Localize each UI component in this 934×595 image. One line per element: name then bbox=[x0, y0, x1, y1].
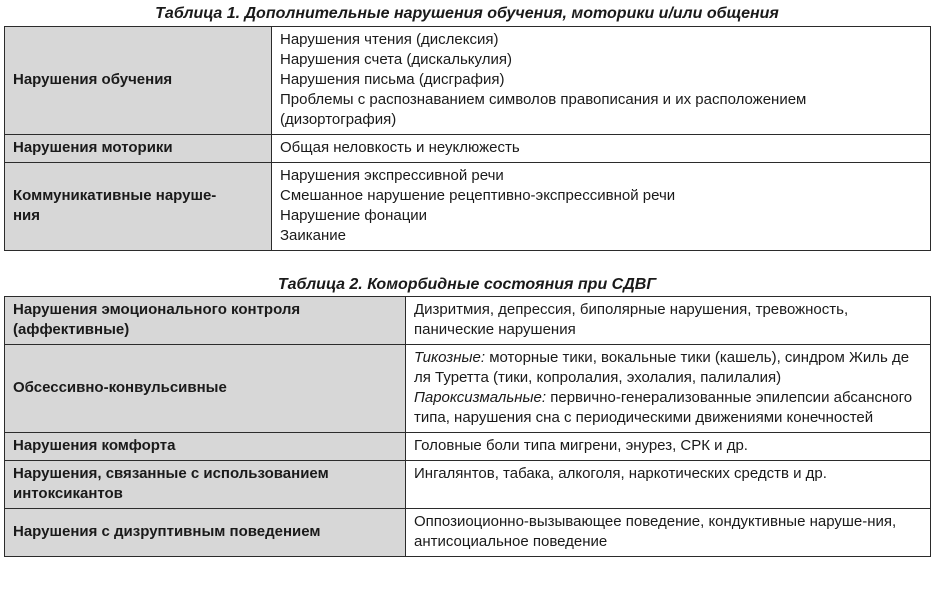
row-content: Головные боли типа мигрени, энурез, СРК и др. bbox=[406, 433, 931, 461]
tic-prefix: Тикозные: bbox=[414, 349, 486, 366]
row-label: Нарушения эмоционального контроля (аффективные) bbox=[5, 297, 406, 345]
list-item: Смешанное нарушение рецептивно-экспрессивной речи bbox=[280, 187, 676, 204]
row-label: Нарушения, связанные с использованием интоксикантов bbox=[5, 461, 406, 509]
list-item: Нарушения письма (дисграфия) bbox=[280, 71, 505, 88]
table-row bbox=[5, 509, 931, 557]
row-content bbox=[272, 135, 931, 163]
list-item: Общая неловкость и неуклюжесть bbox=[280, 139, 520, 156]
tic-text: моторные тики, вокальные тики (кашель), синдром Жиль де ля Туретта (тики, копролалия, эхолалия, палилалия) bbox=[414, 349, 910, 386]
list-item: Нарушения чтения (дислексия) bbox=[280, 31, 499, 48]
table-row bbox=[5, 433, 931, 461]
row-label: Нарушения комфорта bbox=[5, 433, 406, 461]
list-item: Проблемы с распознаванием символов правописания и их расположением (дизортография) bbox=[280, 91, 807, 128]
row-label: Нарушения с дизруптивным поведением bbox=[5, 509, 406, 557]
table-row bbox=[5, 345, 931, 433]
table-row bbox=[5, 461, 931, 509]
row-content: Оппозиоционно-вызывающее поведение, кондуктивные наруше-ния, антисоциальное поведение bbox=[406, 509, 931, 557]
table-row bbox=[5, 297, 931, 345]
row-content: Ингалянтов, табака, алкоголя, наркотических средств и др. bbox=[406, 461, 931, 509]
table-row bbox=[5, 135, 931, 163]
table1 bbox=[4, 26, 931, 251]
table-row bbox=[5, 27, 931, 135]
list-item: Нарушения счета (дискалькулия) bbox=[280, 51, 512, 68]
row-content bbox=[406, 345, 931, 433]
row-content: Дизритмия, депрессия, биполярные нарушения, тревожность, панические нарушения bbox=[406, 297, 931, 345]
table1-caption: Таблица 1. Дополнительные нарушения обучения, моторики и/или общения bbox=[155, 5, 779, 22]
row-content bbox=[272, 27, 931, 135]
table-row bbox=[5, 163, 931, 251]
row-label: Коммуникативные наруше-ния bbox=[5, 163, 272, 251]
row-label: Обсессивно-конвульсивные bbox=[5, 345, 406, 433]
row-label: Нарушения моторики bbox=[5, 135, 272, 163]
paroxysmal-text: первично-генерализованные эпилепсии абсансного типа, нарушения сна с периодическими движениями конечностей bbox=[414, 389, 913, 426]
table2-caption: Таблица 2. Коморбидные состояния при СДВГ bbox=[277, 276, 657, 293]
table2 bbox=[4, 296, 931, 557]
list-item: Нарушения экспрессивной речи bbox=[280, 167, 504, 184]
row-content bbox=[272, 163, 931, 251]
list-item: Заикание bbox=[280, 227, 347, 244]
row-label: Нарушения обучения bbox=[5, 27, 272, 135]
list-item: Нарушение фонации bbox=[280, 207, 428, 224]
paroxysmal-prefix: Пароксизмальные: bbox=[414, 389, 547, 406]
